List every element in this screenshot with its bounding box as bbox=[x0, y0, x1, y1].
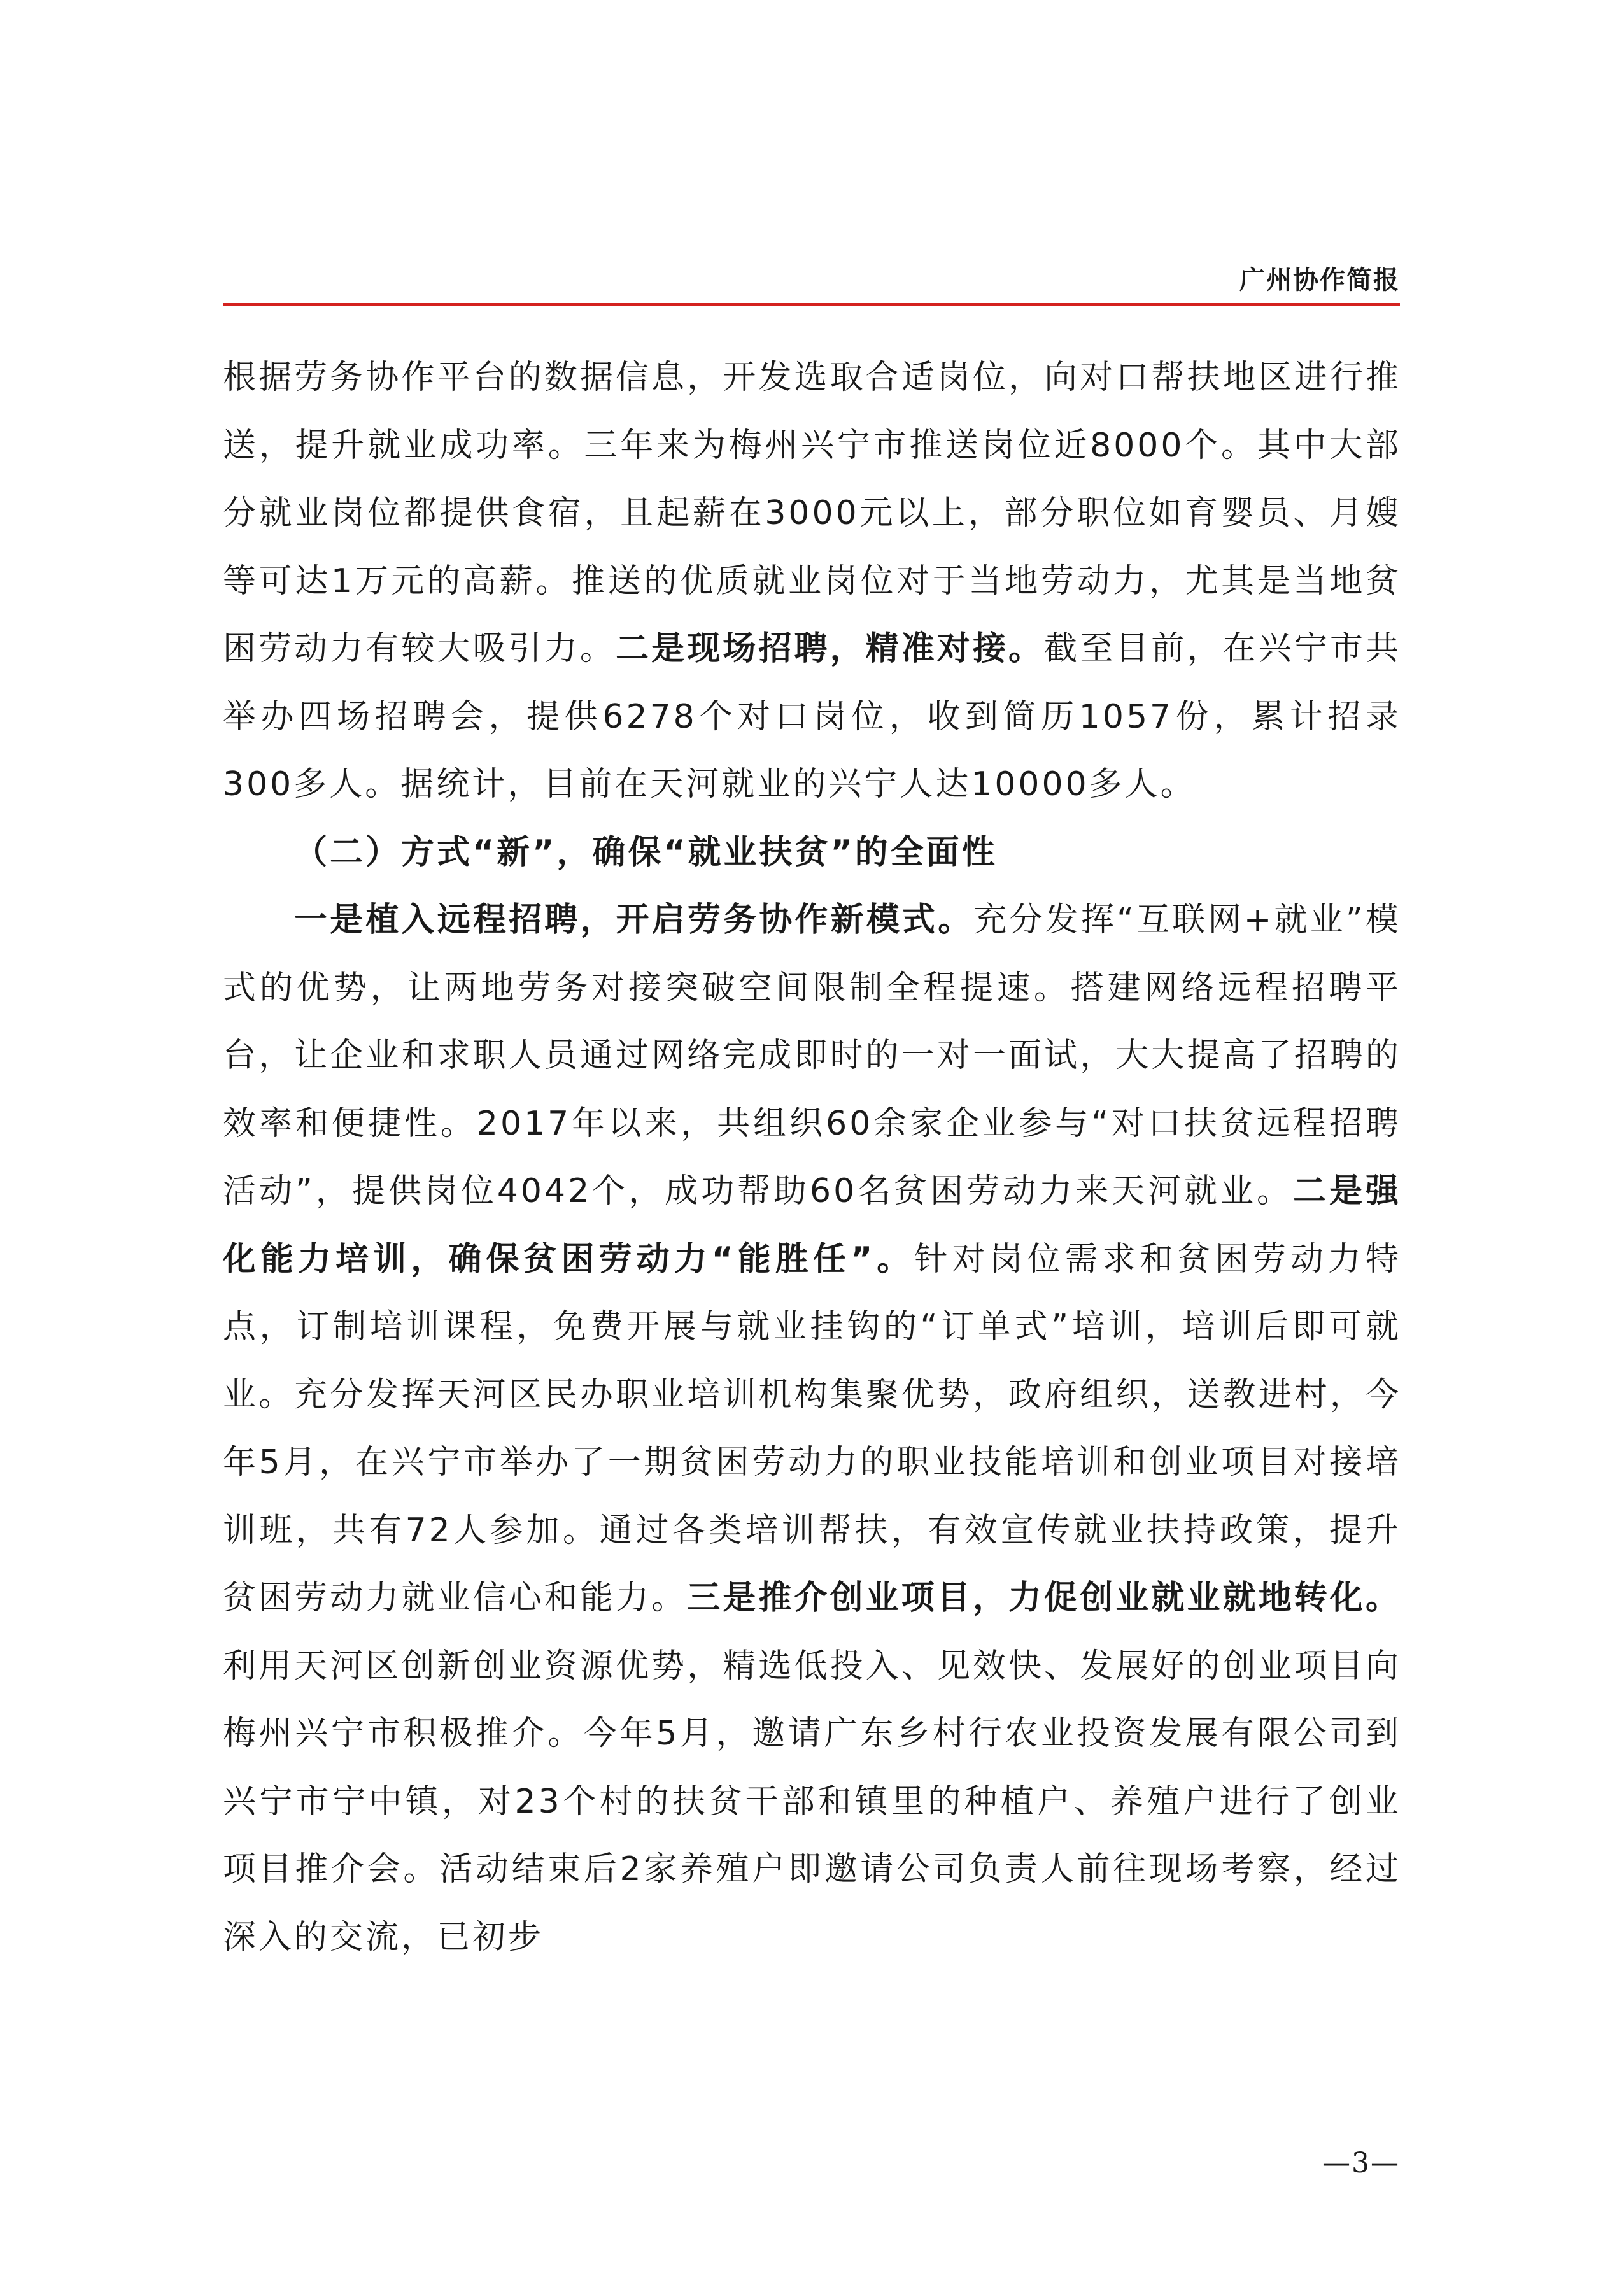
paragraph-1-text: 根据劳务协作平台的数据信息，开发选取合适岗位，向对口帮扶地区进行推送，提升就业成功率。三年来为梅州兴宁市推送岗位近8000个。其中大部分就业岗位都提供食宿，且起薪在3000元以上，部分职位如育婴员、月嫂等可达1万元的高薪。推送的优质就业岗位对于当地劳动力，尤其是当地贫困劳动力有较大吸引力。 bbox=[223, 358, 1401, 668]
point-1-text: 充分发挥“互联网+就业”模式的优势，让两地劳务对接突破空间限制全程提速。搭建网络远程招聘平台，让企业和求职人员通过网络完成即时的一对一面试，大大提高了招聘的效率和便捷性。2017年以来，共组织60余家企业参与“对口扶贫远程招聘活动”，提供岗位4042个，成功帮助60名贫困劳动力来天河就业。 bbox=[223, 901, 1401, 1210]
point-2-heading: 二是强化能力培训，确保贫困劳动力“能胜任”。 bbox=[223, 1172, 1401, 1278]
point-3-heading: 三是推介创业项目，力促创业就业就地转化。 bbox=[687, 1579, 1401, 1617]
paragraph-2 bbox=[223, 886, 1401, 1971]
document-body bbox=[223, 344, 1401, 1971]
section-subheading: （二）方式“新”，确保“就业扶贫”的全面性 bbox=[294, 833, 998, 872]
paragraph-1-tail: 截至目前，在兴宁市共举办四场招聘会，提供6278个对口岗位，收到简历1057份，累计招录300多人。据统计，目前在天河就业的兴宁人达10000多人。 bbox=[223, 630, 1401, 803]
point-2-text: 针对岗位需求和贫困劳动力特点，订制培训课程，免费开展与就业挂钩的“订单式”培训，培训后即可就业。充分发挥天河区民办职业培训机构集聚优势，政府组织，送教进村，今年5月，在兴宁市举办了一期贫困劳动力的职业技能培训和创业项目对接培训班，共有72人参加。通过各类培训帮扶，有效宣传就业扶持政策，提升贫困劳动力就业信心和能力。 bbox=[223, 1240, 1401, 1617]
page-number: —3— bbox=[1322, 2147, 1400, 2179]
bulletin-title: 广州协作简报 bbox=[1239, 265, 1400, 295]
point-3-text: 利用天河区创新创业资源优势，精选低投入、见效快、发展好的创业项目向梅州兴宁市积极推介。今年5月，邀请广东乡村行农业投资发展有限公司到兴宁市宁中镇，对23个村的扶贫干部和镇里的种植户、养殖户进行了创业项目推介会。活动结束后2家养殖户即邀请公司负责人前往现场考察，经过深入的交流，已初步 bbox=[223, 1646, 1401, 1956]
point-1-heading: 一是植入远程招聘，开启劳务协作新模式。 bbox=[294, 901, 974, 939]
header-divider bbox=[223, 303, 1400, 306]
paragraph-1-emphasis: 二是现场招聘，精准对接。 bbox=[616, 630, 1045, 668]
paragraph-1 bbox=[223, 344, 1401, 819]
